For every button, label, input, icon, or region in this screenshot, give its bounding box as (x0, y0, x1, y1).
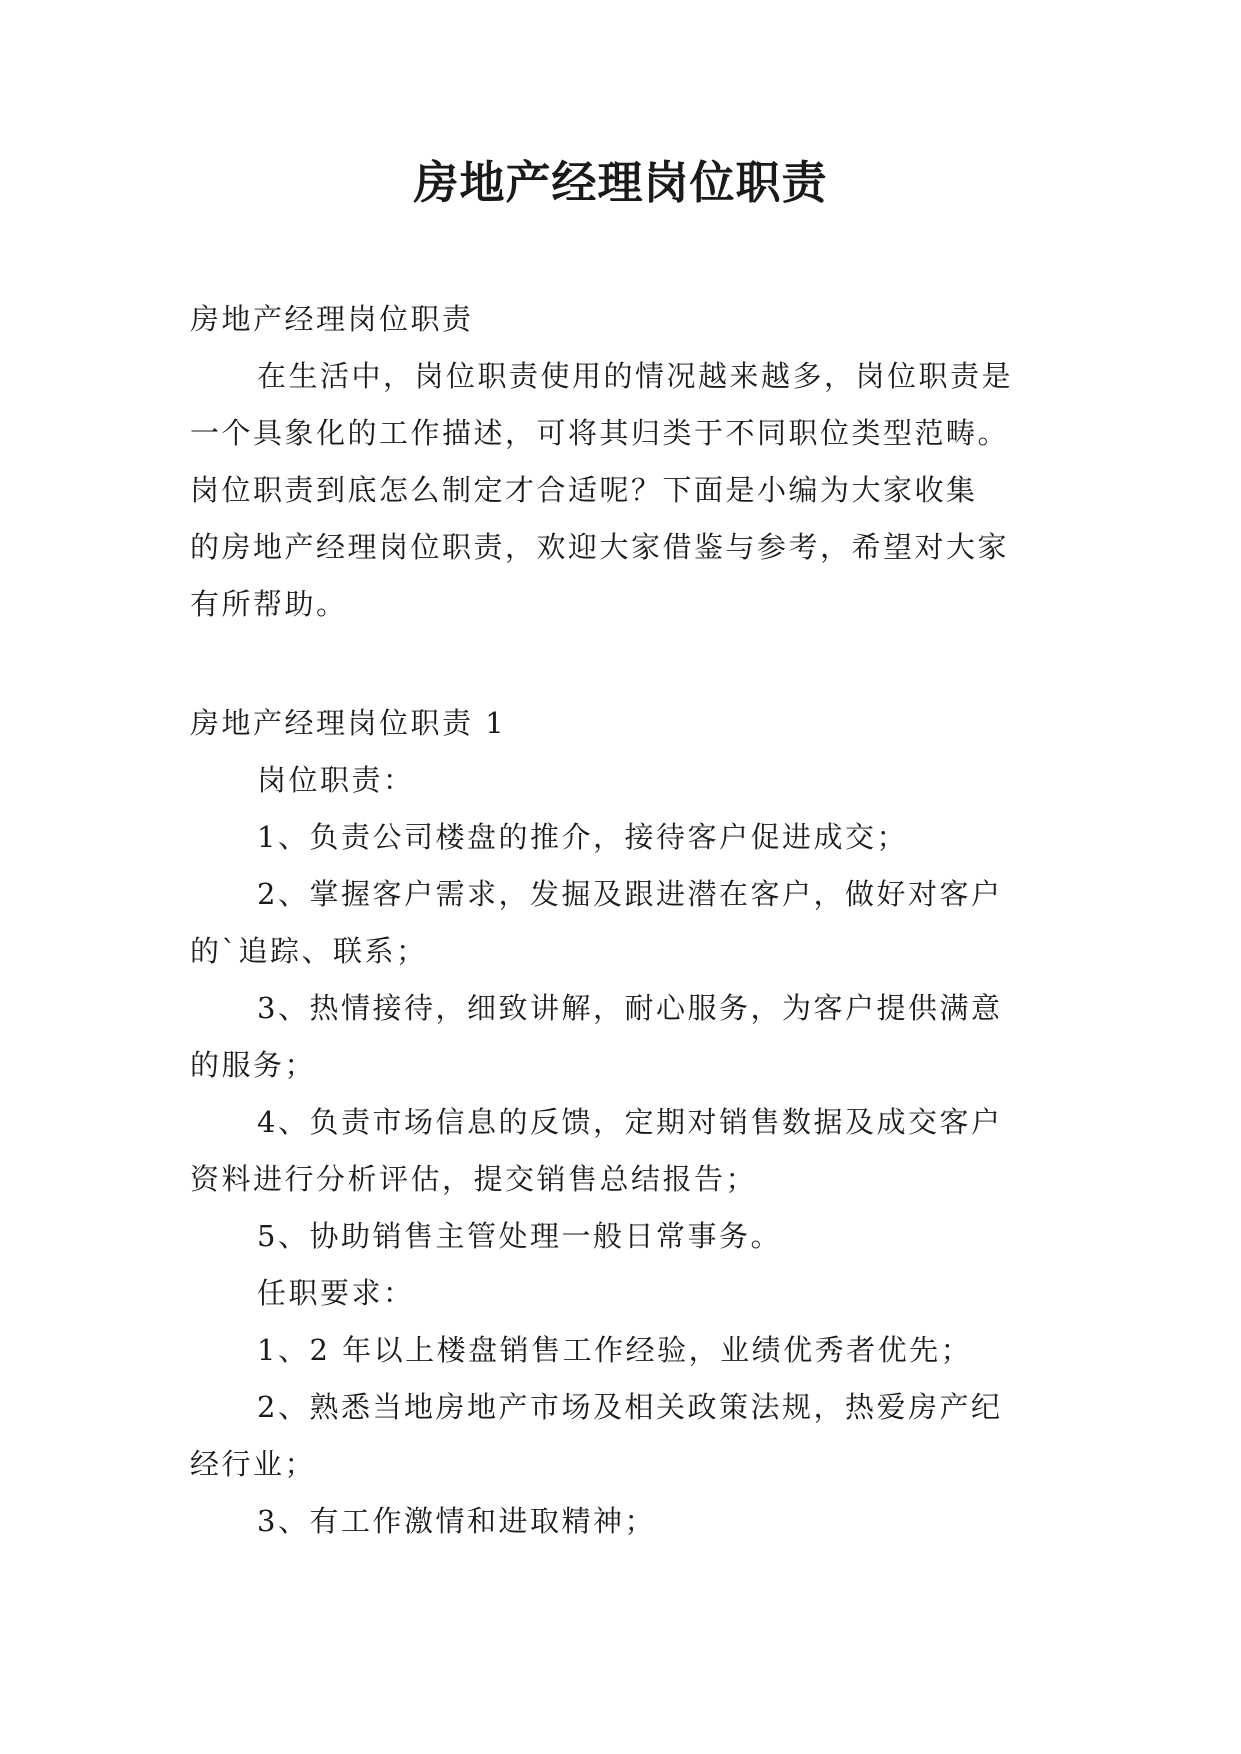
list-item: 5、协助销售主管处理一般日常事务。 (257, 1219, 782, 1253)
section-heading-intro: 房地产经理岗位职责 (190, 302, 474, 336)
list-item-continuation: 的`追踪、联系； (190, 934, 428, 968)
paragraph-line: 有所帮助。 (190, 587, 348, 621)
list-item: 3、热情接待，细致讲解，耐心服务，为客户提供满意 (257, 991, 1003, 1025)
list-item: 4、负责市场信息的反馈，定期对销售数据及成交客户 (257, 1105, 1003, 1139)
list-item: 2、熟悉当地房地产市场及相关政策法规，热爱房产纪 (257, 1390, 1003, 1424)
list-item: 1、负责公司楼盘的推介，接待客户促进成交； (257, 820, 908, 854)
paragraph-line: 在生活中，岗位职责使用的情况越来越多，岗位职责是 (257, 359, 1014, 393)
subheading-duties: 岗位职责： (257, 763, 415, 797)
list-item: 1、2 年以上楼盘销售工作经验，业绩优秀者优先； (257, 1333, 973, 1367)
list-item: 2、掌握客户需求，发掘及跟进潜在客户，做好对客户 (257, 877, 1003, 911)
list-item-continuation: 经行业； (190, 1447, 317, 1481)
list-item-continuation: 的服务； (190, 1048, 317, 1082)
section-heading-1: 房地产经理岗位职责 1 (190, 706, 507, 740)
list-item: 3、有工作激情和进取精神； (257, 1504, 656, 1538)
paragraph-line: 的房地产经理岗位职责，欢迎大家借鉴与参考，希望对大家 (190, 530, 1010, 564)
paragraph-line: 一个具象化的工作描述，可将其归类于不同职位类型范畴。 (190, 416, 1010, 450)
list-item-continuation: 资料进行分析评估，提交销售总结报告； (190, 1162, 758, 1196)
subheading-requirements: 任职要求： (257, 1276, 415, 1310)
document-title: 房地产经理岗位职责 (413, 156, 828, 209)
paragraph-line: 岗位职责到底怎么制定才合适呢？下面是小编为大家收集 (190, 473, 978, 507)
